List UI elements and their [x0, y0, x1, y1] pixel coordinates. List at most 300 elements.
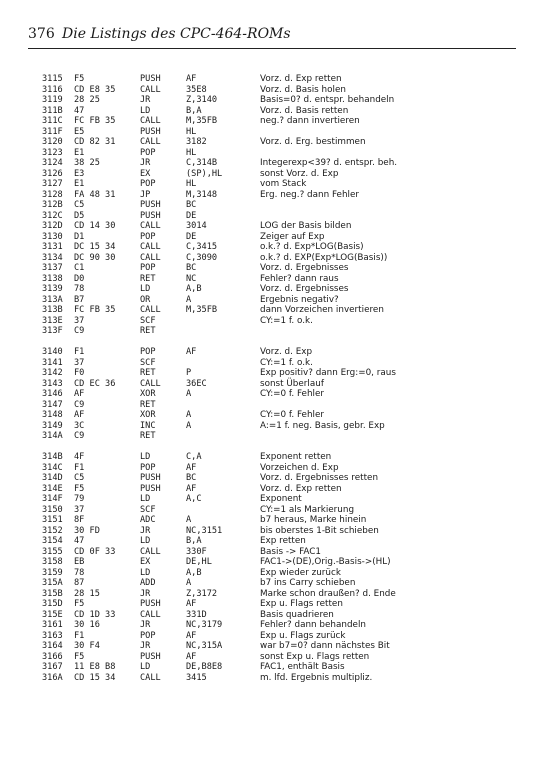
- listing-row: [42, 284, 512, 295]
- operand: BC: [186, 473, 197, 483]
- listing-row: [42, 200, 512, 211]
- operand: NC,3179: [186, 620, 223, 630]
- mnemonic: LD: [140, 452, 151, 462]
- listing-row: [42, 95, 512, 106]
- mnemonic: ADC: [140, 515, 156, 525]
- operand: A: [186, 578, 192, 588]
- listing-row: [42, 305, 512, 316]
- operand: Z,3172: [186, 588, 218, 599]
- address: 3126: [42, 168, 63, 179]
- listing-row: [42, 568, 512, 579]
- assembly-listing: [42, 74, 512, 683]
- listing-row: [42, 526, 512, 537]
- opcode-bytes: E1: [74, 179, 85, 189]
- mnemonic: POP: [140, 179, 156, 189]
- mnemonic: XOR: [140, 389, 156, 399]
- listing-row: [42, 662, 512, 673]
- address: 3119: [42, 95, 63, 105]
- opcode-bytes: 37: [74, 504, 85, 515]
- operand: 36EC: [186, 378, 207, 389]
- listing-row: [42, 368, 512, 379]
- mnemonic: POP: [140, 462, 156, 473]
- comment: war b7=0? dann nächstes Bit: [260, 641, 390, 651]
- page-number: 376: [28, 26, 55, 42]
- comment: Exponent: [260, 494, 302, 504]
- operand: C,A: [186, 452, 202, 462]
- comment: Vorz. d. Erg. bestimmen: [260, 137, 366, 147]
- operand: C,314B: [186, 158, 218, 168]
- listing-row: [42, 536, 512, 547]
- comment: Vorz. d. Exp retten: [260, 74, 342, 84]
- opcode-bytes: EB: [74, 557, 85, 567]
- opcode-bytes: CD 1D 33: [74, 609, 116, 620]
- listing-row: [42, 74, 512, 85]
- operand: BC: [186, 263, 197, 273]
- listing-row: [42, 316, 512, 327]
- opcode-bytes: CD 15 34: [74, 672, 116, 683]
- listing-row: [42, 578, 512, 589]
- listing-row: [42, 347, 512, 358]
- mnemonic: JR: [140, 588, 151, 599]
- mnemonic: LD: [140, 567, 151, 578]
- address: 3146: [42, 389, 63, 399]
- comment: A:=1 f. neg. Basis, gebr. Exp: [260, 420, 385, 431]
- operand: 331D: [186, 609, 207, 620]
- operand: M,35FB: [186, 305, 218, 315]
- operand: A: [186, 515, 192, 525]
- listing-row: [42, 211, 512, 222]
- opcode-bytes: F5: [74, 483, 85, 494]
- comment: vom Stack: [260, 179, 307, 189]
- comment: Integerexp<39? d. entspr. beh.: [260, 158, 398, 168]
- comment: Exp positiv? dann Erg:=0, raus: [260, 368, 396, 378]
- address: 3163: [42, 630, 63, 641]
- listing-row: [42, 326, 512, 337]
- listing-row: [42, 263, 512, 274]
- opcode-bytes: E3: [74, 168, 85, 179]
- comment: Exp u. Flags zurück: [260, 630, 346, 641]
- opcode-bytes: CD 14 30: [74, 221, 116, 231]
- opcode-bytes: CD E8 35: [74, 84, 116, 95]
- opcode-bytes: 78: [74, 567, 85, 578]
- address: 311B: [42, 105, 63, 116]
- address: 3154: [42, 536, 63, 546]
- comment: Exp u. Flags retten: [260, 599, 343, 609]
- address: 3164: [42, 641, 63, 651]
- mnemonic: CALL: [140, 84, 161, 95]
- operand: 35E8: [186, 84, 207, 95]
- mnemonic: PUSH: [140, 210, 161, 221]
- listing-row: [42, 463, 512, 474]
- listing-row: [42, 589, 512, 600]
- opcode-bytes: C5: [74, 473, 85, 483]
- opcode-bytes: 3C: [74, 420, 85, 431]
- listing-row: [42, 358, 512, 369]
- operand: M,3148: [186, 189, 218, 200]
- listing-row: [42, 295, 512, 306]
- opcode-bytes: C1: [74, 263, 85, 273]
- mnemonic: RET: [140, 326, 156, 336]
- listing-row: [42, 473, 512, 484]
- address: 314A: [42, 431, 63, 441]
- opcode-bytes: 28 15: [74, 588, 100, 599]
- operand: B,A: [186, 536, 202, 546]
- address: 315A: [42, 578, 63, 588]
- listing-row: [42, 421, 512, 432]
- address: 3128: [42, 189, 63, 200]
- address: 315E: [42, 609, 63, 620]
- address: 3140: [42, 347, 63, 357]
- mnemonic: CALL: [140, 609, 161, 620]
- operand: C,3415: [186, 242, 218, 252]
- operand: 3014: [186, 221, 207, 231]
- operand: A: [186, 410, 192, 420]
- mnemonic: INC: [140, 420, 156, 431]
- operand: Z,3140: [186, 95, 218, 105]
- opcode-bytes: DC 90 30: [74, 252, 116, 263]
- mnemonic: CALL: [140, 378, 161, 389]
- listing-row: [42, 641, 512, 652]
- address: 314C: [42, 462, 63, 473]
- listing-row: [42, 620, 512, 631]
- address: 3124: [42, 158, 63, 168]
- listing-row: [42, 85, 512, 96]
- comment: dann Vorzeichen invertieren: [260, 305, 384, 315]
- comment: Basis=0? d. entspr. behandeln: [260, 95, 395, 105]
- operand: AF: [186, 483, 197, 494]
- operand: M,35FB: [186, 116, 218, 126]
- opcode-bytes: F1: [74, 347, 85, 357]
- mnemonic: CALL: [140, 672, 161, 683]
- listing-row: [42, 379, 512, 390]
- opcode-bytes: F5: [74, 599, 85, 609]
- comment: b7 ins Carry schieben: [260, 578, 356, 588]
- address: 3161: [42, 620, 63, 630]
- mnemonic: LD: [140, 105, 151, 116]
- address: 3131: [42, 242, 63, 252]
- opcode-bytes: F1: [74, 630, 85, 641]
- address: 3142: [42, 368, 63, 378]
- mnemonic: CALL: [140, 305, 161, 315]
- address: 316A: [42, 672, 63, 683]
- comment: CY:=1 als Markierung: [260, 504, 355, 515]
- opcode-bytes: F1: [74, 462, 85, 473]
- mnemonic: PUSH: [140, 483, 161, 494]
- mnemonic: CALL: [140, 546, 161, 557]
- opcode-bytes: 47: [74, 105, 85, 116]
- address: 311C: [42, 116, 63, 126]
- listing-row: [42, 400, 512, 411]
- opcode-bytes: C9: [74, 431, 85, 441]
- address: 315D: [42, 599, 63, 609]
- opcode-bytes: CD 82 31: [74, 137, 116, 147]
- comment: Exponent retten: [260, 452, 332, 462]
- page-title: Die Listings des CPC-464-ROMs: [62, 26, 291, 42]
- address: 3120: [42, 137, 63, 147]
- block-separator: [42, 337, 512, 348]
- opcode-bytes: B7: [74, 294, 85, 305]
- mnemonic: ADD: [140, 578, 156, 588]
- listing-row: [42, 253, 512, 264]
- comment: Erg. neg.? dann Fehler: [260, 189, 359, 200]
- comment: Zeiger auf Exp: [260, 231, 325, 242]
- comment: Fehler? dann behandeln: [260, 620, 366, 630]
- listing-row: [42, 221, 512, 232]
- address: 3158: [42, 557, 63, 567]
- operand: (SP),HL: [186, 168, 223, 179]
- opcode-bytes: 47: [74, 536, 85, 546]
- listing-row: [42, 631, 512, 642]
- mnemonic: LD: [140, 536, 151, 546]
- mnemonic: PUSH: [140, 200, 161, 210]
- address: 3152: [42, 525, 63, 536]
- mnemonic: PUSH: [140, 473, 161, 483]
- comment: FAC1->(DE),Orig.-Basis->(HL): [260, 557, 391, 567]
- comment: CY:=0 f. Fehler: [260, 389, 325, 399]
- comment: Vorz. d. Ergebnisses retten: [260, 473, 379, 483]
- mnemonic: CALL: [140, 137, 161, 147]
- comment: Vorz. d. Basis retten: [260, 105, 349, 116]
- operand: AF: [186, 74, 197, 84]
- mnemonic: POP: [140, 231, 156, 242]
- listing-row: [42, 431, 512, 442]
- mnemonic: RET: [140, 368, 156, 378]
- opcode-bytes: FC FB 35: [74, 305, 116, 315]
- opcode-bytes: 30 16: [74, 620, 100, 630]
- mnemonic: JR: [140, 620, 151, 630]
- mnemonic: LD: [140, 284, 151, 294]
- address: 3148: [42, 410, 63, 420]
- mnemonic: PUSH: [140, 126, 161, 137]
- address: 3139: [42, 284, 63, 294]
- mnemonic: EX: [140, 168, 151, 179]
- opcode-bytes: 87: [74, 578, 85, 588]
- operand: DE,HL: [186, 557, 212, 567]
- operand: DE,B8E8: [186, 662, 223, 672]
- mnemonic: PUSH: [140, 651, 161, 662]
- mnemonic: RET: [140, 431, 156, 441]
- listing-row: [42, 106, 512, 117]
- opcode-bytes: C5: [74, 200, 85, 210]
- comment: FAC1, enthält Basis: [260, 662, 345, 672]
- address: 3147: [42, 399, 63, 410]
- mnemonic: SCF: [140, 504, 156, 515]
- comment: bis oberstes 1-Bit schieben: [260, 525, 379, 536]
- opcode-bytes: D0: [74, 273, 85, 284]
- listing-row: [42, 169, 512, 180]
- listing-row: [42, 389, 512, 400]
- opcode-bytes: E1: [74, 147, 85, 158]
- mnemonic: SCF: [140, 315, 156, 326]
- mnemonic: JR: [140, 95, 151, 105]
- address: 3127: [42, 179, 63, 189]
- opcode-bytes: 37: [74, 315, 85, 326]
- operand: HL: [186, 179, 197, 189]
- comment: CY:=0 f. Fehler: [260, 410, 325, 420]
- mnemonic: POP: [140, 630, 156, 641]
- mnemonic: JP: [140, 189, 151, 200]
- listing-row: [42, 190, 512, 201]
- listing-row: [42, 505, 512, 516]
- comment: b7 heraus, Marke hinein: [260, 515, 367, 525]
- operand: B,A: [186, 105, 202, 116]
- listing-row: [42, 599, 512, 610]
- address: 315B: [42, 588, 63, 599]
- listing-row: [42, 242, 512, 253]
- address: 312C: [42, 210, 63, 221]
- comment: neg.? dann invertieren: [260, 116, 360, 126]
- comment: sonst Vorz. d. Exp: [260, 168, 339, 179]
- listing-row: [42, 179, 512, 190]
- opcode-bytes: CD 0F 33: [74, 546, 116, 557]
- mnemonic: CALL: [140, 252, 161, 263]
- opcode-bytes: 79: [74, 494, 85, 504]
- comment: Marke schon draußen? d. Ende: [260, 588, 396, 599]
- mnemonic: JR: [140, 158, 151, 168]
- comment: Vorz. d. Basis holen: [260, 84, 346, 95]
- operand: C,3090: [186, 252, 218, 263]
- listing-row: [42, 116, 512, 127]
- comment: Vorz. d. Exp: [260, 347, 313, 357]
- operand: A,C: [186, 494, 202, 504]
- operand: P: [186, 368, 192, 378]
- listing-row: [42, 557, 512, 568]
- address: 3155: [42, 546, 63, 557]
- listing-row: [42, 148, 512, 159]
- listing-row: [42, 652, 512, 663]
- comment: Vorz. d. Exp retten: [260, 483, 342, 494]
- mnemonic: POP: [140, 263, 156, 273]
- address: 313E: [42, 315, 63, 326]
- address: 3167: [42, 662, 63, 672]
- opcode-bytes: 11 E8 B8: [74, 662, 116, 672]
- comment: Vorz. d. Ergebnisses: [260, 263, 349, 273]
- address: 313A: [42, 294, 63, 305]
- listing-row: [42, 610, 512, 621]
- comment: Fehler? dann raus: [260, 273, 339, 284]
- opcode-bytes: C9: [74, 326, 85, 336]
- mnemonic: RET: [140, 273, 156, 284]
- operand: AF: [186, 651, 197, 662]
- address: 3166: [42, 651, 63, 662]
- operand: A: [186, 420, 192, 431]
- operand: A: [186, 294, 192, 305]
- opcode-bytes: D1: [74, 231, 85, 242]
- opcode-bytes: 30 F4: [74, 641, 100, 651]
- listing-row: [42, 137, 512, 148]
- listing-row: [42, 274, 512, 285]
- operand: HL: [186, 147, 197, 158]
- operand: NC: [186, 273, 197, 284]
- comment: Vorz. d. Ergebnisses: [260, 284, 349, 294]
- address: 3116: [42, 84, 63, 95]
- listing-row: [42, 158, 512, 169]
- address: 3123: [42, 147, 63, 158]
- opcode-bytes: C9: [74, 399, 85, 410]
- operand: AF: [186, 630, 197, 641]
- mnemonic: CALL: [140, 116, 161, 126]
- opcode-bytes: AF: [74, 389, 85, 399]
- comment: Ergebnis negativ?: [260, 294, 339, 305]
- operand: 330F: [186, 546, 207, 557]
- comment: m. lfd. Ergebnis multipliz.: [260, 672, 373, 683]
- mnemonic: CALL: [140, 221, 161, 231]
- address: 313F: [42, 326, 63, 336]
- operand: A,B: [186, 284, 202, 294]
- operand: 3182: [186, 137, 207, 147]
- comment: Exp retten: [260, 536, 306, 546]
- opcode-bytes: F5: [74, 651, 85, 662]
- opcode-bytes: AF: [74, 410, 85, 420]
- opcode-bytes: DC 15 34: [74, 242, 116, 252]
- operand: BC: [186, 200, 197, 210]
- listing-row: [42, 410, 512, 421]
- comment: o.k.? d. Exp*LOG(Basis): [260, 242, 364, 252]
- operand: HL: [186, 126, 197, 137]
- address: 3151: [42, 515, 63, 525]
- listing-row: [42, 515, 512, 526]
- address: 314D: [42, 473, 63, 483]
- mnemonic: CALL: [140, 242, 161, 252]
- operand: A: [186, 389, 192, 399]
- listing-row: [42, 232, 512, 243]
- operand: A,B: [186, 567, 202, 578]
- address: 3138: [42, 273, 63, 284]
- operand: 3415: [186, 672, 207, 683]
- operand: AF: [186, 599, 197, 609]
- address: 3115: [42, 74, 63, 84]
- comment: Exp wieder zurück: [260, 567, 341, 578]
- comment: sonst Überlauf: [260, 378, 324, 389]
- listing-row: [42, 452, 512, 463]
- mnemonic: LD: [140, 494, 151, 504]
- address: 3149: [42, 420, 63, 431]
- address: 313B: [42, 305, 63, 315]
- mnemonic: OR: [140, 294, 151, 305]
- block-separator: [42, 442, 512, 453]
- comment: o.k.? d. EXP(Exp*LOG(Basis)): [260, 252, 388, 263]
- opcode-bytes: FC FB 35: [74, 116, 116, 126]
- listing-row: [42, 494, 512, 505]
- address: 3130: [42, 231, 63, 242]
- address: 314F: [42, 494, 63, 504]
- address: 311F: [42, 126, 63, 137]
- operand: AF: [186, 347, 197, 357]
- address: 314E: [42, 483, 63, 494]
- opcode-bytes: 37: [74, 357, 85, 368]
- mnemonic: LD: [140, 662, 151, 672]
- mnemonic: PUSH: [140, 74, 161, 84]
- address: 3137: [42, 263, 63, 273]
- opcode-bytes: 28 25: [74, 95, 100, 105]
- listing-row: [42, 547, 512, 558]
- opcode-bytes: FA 48 31: [74, 189, 116, 200]
- header-rule: [28, 48, 516, 49]
- comment: Basis -> FAC1: [260, 546, 322, 557]
- opcode-bytes: 8F: [74, 515, 85, 525]
- comment: Basis quadrieren: [260, 609, 334, 620]
- opcode-bytes: D5: [74, 210, 85, 221]
- mnemonic: JR: [140, 525, 151, 536]
- operand: DE: [186, 210, 197, 221]
- opcode-bytes: F0: [74, 368, 85, 378]
- listing-row: [42, 127, 512, 138]
- opcode-bytes: E5: [74, 126, 85, 137]
- mnemonic: SCF: [140, 357, 156, 368]
- address: 3150: [42, 504, 63, 515]
- address: 3141: [42, 357, 63, 368]
- opcode-bytes: 30 FD: [74, 525, 100, 536]
